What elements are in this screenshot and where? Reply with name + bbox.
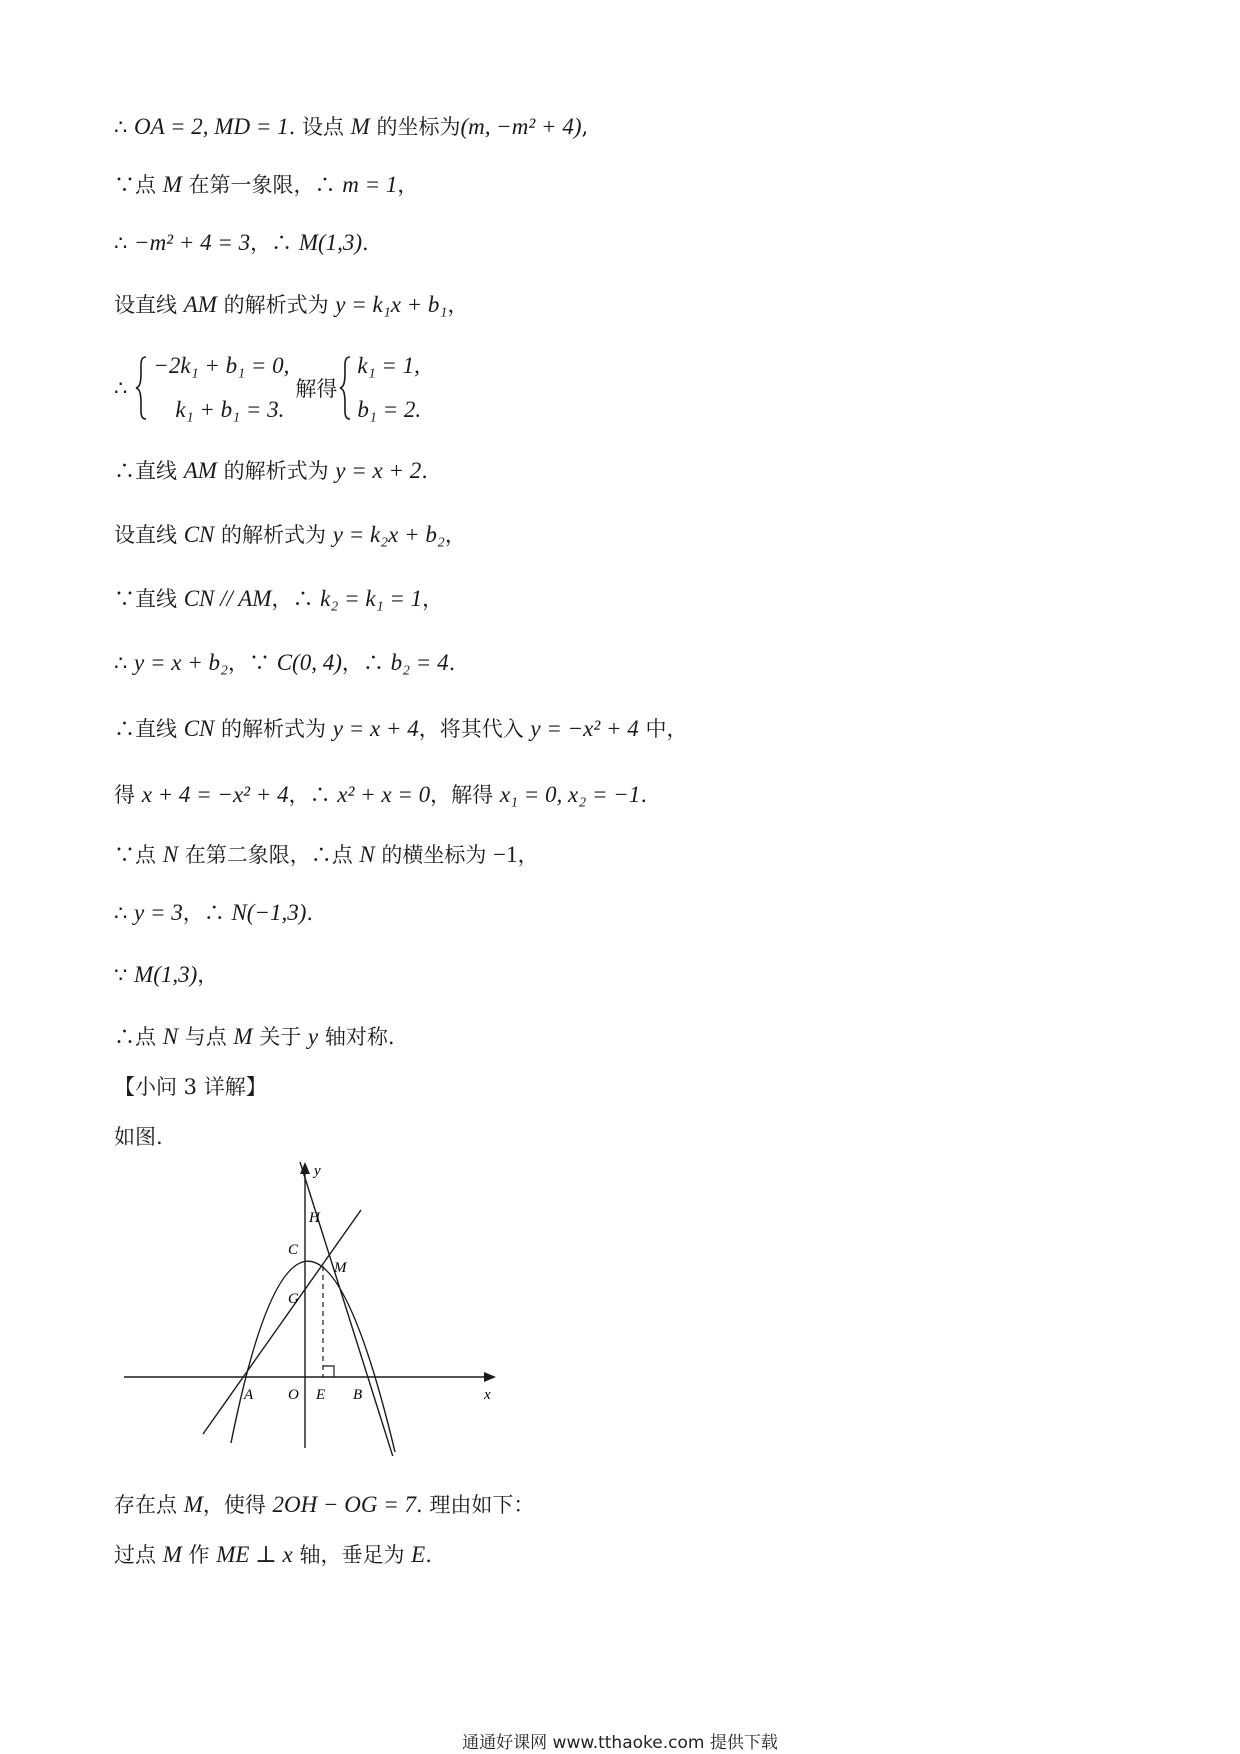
line-2: ∵点 M 在第一象限，∴ m = 1， — [114, 172, 419, 197]
label-y: y — [314, 1163, 321, 1179]
line-5: ∴直线 AM 的解析式为 y = x + 2. — [114, 458, 428, 483]
solution-stack: k₁ = 1, b₁ = 2. — [357, 353, 422, 422]
page-footer: 通通好课网 www.tthaoke.com 提供下载 — [462, 1733, 778, 1753]
label-o: O — [288, 1387, 299, 1403]
equation-stack: −2k₁ + b₁ = 0, k₁ + b₁ = 3. — [153, 353, 290, 422]
label-x: x — [484, 1387, 491, 1403]
label-m: M — [334, 1260, 347, 1276]
line-18: 过点 M 作 ME ⊥ x 轴，垂足为 E. — [114, 1542, 432, 1567]
left-brace-icon — [339, 356, 351, 420]
line-11: ∵点 N 在第二象限，∴点 N 的横坐标为 −1， — [114, 842, 539, 867]
line-6: 设直线 CN 的解析式为 y = k₂x + b₂， — [114, 522, 466, 547]
parabola-figure — [114, 1156, 504, 1456]
line-14: ∴点 N 与点 M 关于 y 轴对称. — [114, 1024, 395, 1049]
label-e: E — [316, 1387, 326, 1403]
figure-intro: 如图. — [114, 1125, 163, 1149]
label-g: G — [288, 1291, 299, 1307]
line-8: ∴ y = x + b₂，∵ C(0, 4)，∴ b₂ = 4. — [114, 650, 456, 675]
line-17: 存在点 M，使得 2OH − OG = 7. 理由如下： — [114, 1492, 535, 1517]
section-heading: 【小问 3 详解】 — [114, 1075, 267, 1099]
right-angle-mark — [323, 1366, 334, 1377]
line-hm — [300, 1162, 394, 1456]
line-10: 得 x + 4 = −x² + 4，∴ x² + x = 0，解得 x₁ = 0, x₂ = −1. — [114, 782, 647, 807]
line-13: ∵ M(1,3)， — [114, 962, 219, 987]
label-h: H — [309, 1210, 320, 1226]
equation-system: ∴ −2k₁ + b₁ = 0, k₁ + b₁ = 3. 解得 k₁ = 1, b₁ = 2. — [114, 353, 422, 422]
line-9: ∴直线 CN 的解析式为 y = x + 4，将其代入 y = −x² + 4 中， — [114, 716, 688, 741]
parabola-curve — [231, 1261, 395, 1452]
label-a: A — [244, 1387, 254, 1403]
label-b: B — [353, 1387, 363, 1403]
line-4: 设直线 AM 的解析式为 y = k₁x + b₁， — [114, 292, 469, 317]
x-axis-arrow-icon — [484, 1372, 496, 1382]
line-3: ∴ −m² + 4 = 3，∴ M(1,3). — [114, 230, 369, 255]
line-1: ∴ OA = 2, MD = 1. 设点 M 的坐标为(m, −m² + 4), — [114, 114, 589, 139]
line-12: ∴ y = 3，∴ N(−1,3). — [114, 900, 314, 925]
left-brace-icon — [135, 356, 147, 420]
line-7: ∵直线 CN // AM，∴ k₂ = k₁ = 1， — [114, 586, 444, 611]
label-c: C — [288, 1242, 299, 1258]
line-am — [203, 1210, 361, 1434]
